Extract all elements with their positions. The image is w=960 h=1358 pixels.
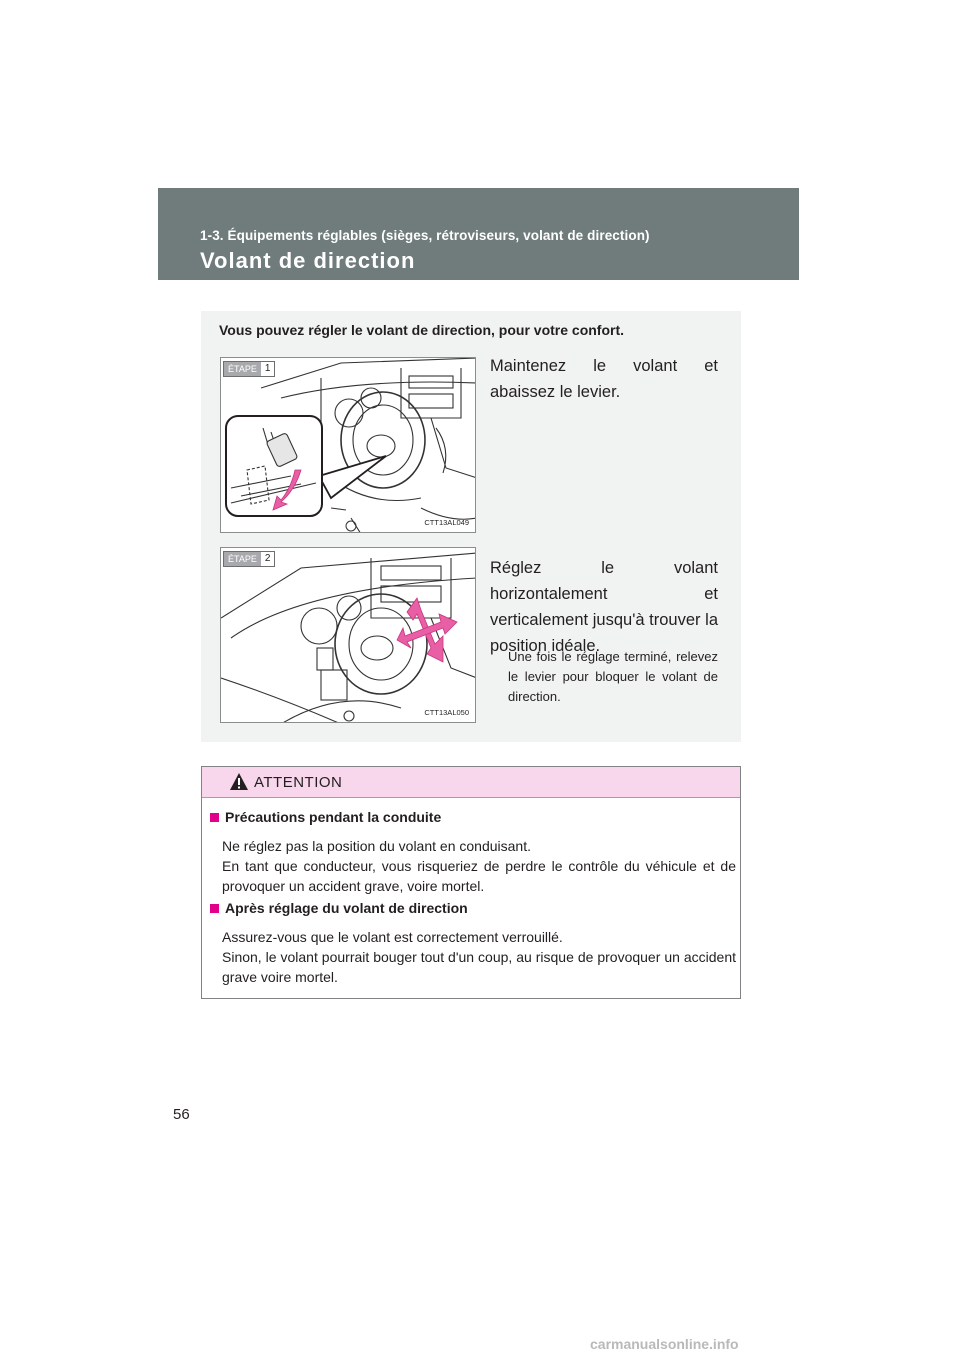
attention-item-title: Précautions pendant la conduite bbox=[210, 807, 736, 827]
intro-text: Vous pouvez régler le volant de direction, pour votre confort. bbox=[219, 322, 625, 338]
attention-item bbox=[210, 807, 736, 896]
chapter-header bbox=[158, 188, 799, 280]
attention-header bbox=[202, 767, 740, 798]
procedure-panel bbox=[201, 311, 741, 742]
step-badge-word: ÉTAPE bbox=[224, 552, 261, 566]
attention-item-body: Assurez-vous que le volant est correctement verrouillé. Sinon, le volant pourrait bouger tout d'un coup, au risque de provoquer un accident grave voire mortel. bbox=[222, 929, 736, 985]
steering-adjust-drawing bbox=[221, 548, 476, 723]
section-path: 1-3. Équipements réglables (sièges, rétroviseurs, volant de direction) bbox=[200, 228, 650, 243]
warning-icon bbox=[229, 772, 249, 791]
page-title: Volant de direction bbox=[200, 248, 416, 273]
step-2-illustration bbox=[220, 547, 476, 723]
figure-code: CTT13AL049 bbox=[424, 518, 469, 527]
step-badge-number: 1 bbox=[264, 363, 271, 374]
step-badge-word: ÉTAPE bbox=[224, 362, 261, 376]
step-2-badge bbox=[223, 551, 275, 567]
step-1-illustration bbox=[220, 357, 476, 533]
step-2-note: Une fois le réglage terminé, relevez le levier pour bloquer le volant de direction. bbox=[508, 649, 718, 704]
step-1-badge bbox=[223, 361, 275, 377]
square-bullet-icon bbox=[210, 904, 219, 913]
attention-box bbox=[201, 766, 741, 999]
step-2-text: Réglez le volant horizontalement et verticalement jusqu'à trouver la position idéale. bbox=[490, 559, 718, 655]
step-1-text: Maintenez le volant et abaissez le levier. bbox=[490, 357, 718, 401]
attention-item bbox=[210, 898, 736, 987]
attention-item-body: Ne réglez pas la position du volant en conduisant. En tant que conducteur, vous risqueriez de perdre le contrôle du véhicule et de provoquer un accident grave, voire mortel. bbox=[222, 838, 736, 894]
dashboard-lever-drawing bbox=[221, 358, 476, 533]
square-bullet-icon bbox=[210, 813, 219, 822]
attention-item-title: Après réglage du volant de direction bbox=[210, 898, 736, 918]
figure-code: CTT13AL050 bbox=[424, 708, 469, 717]
watermark: carmanualsonline.info bbox=[590, 1336, 739, 1352]
attention-label: ATTENTION bbox=[254, 774, 343, 791]
step-badge-number: 2 bbox=[264, 553, 271, 564]
page-number: 56 bbox=[173, 1106, 190, 1123]
